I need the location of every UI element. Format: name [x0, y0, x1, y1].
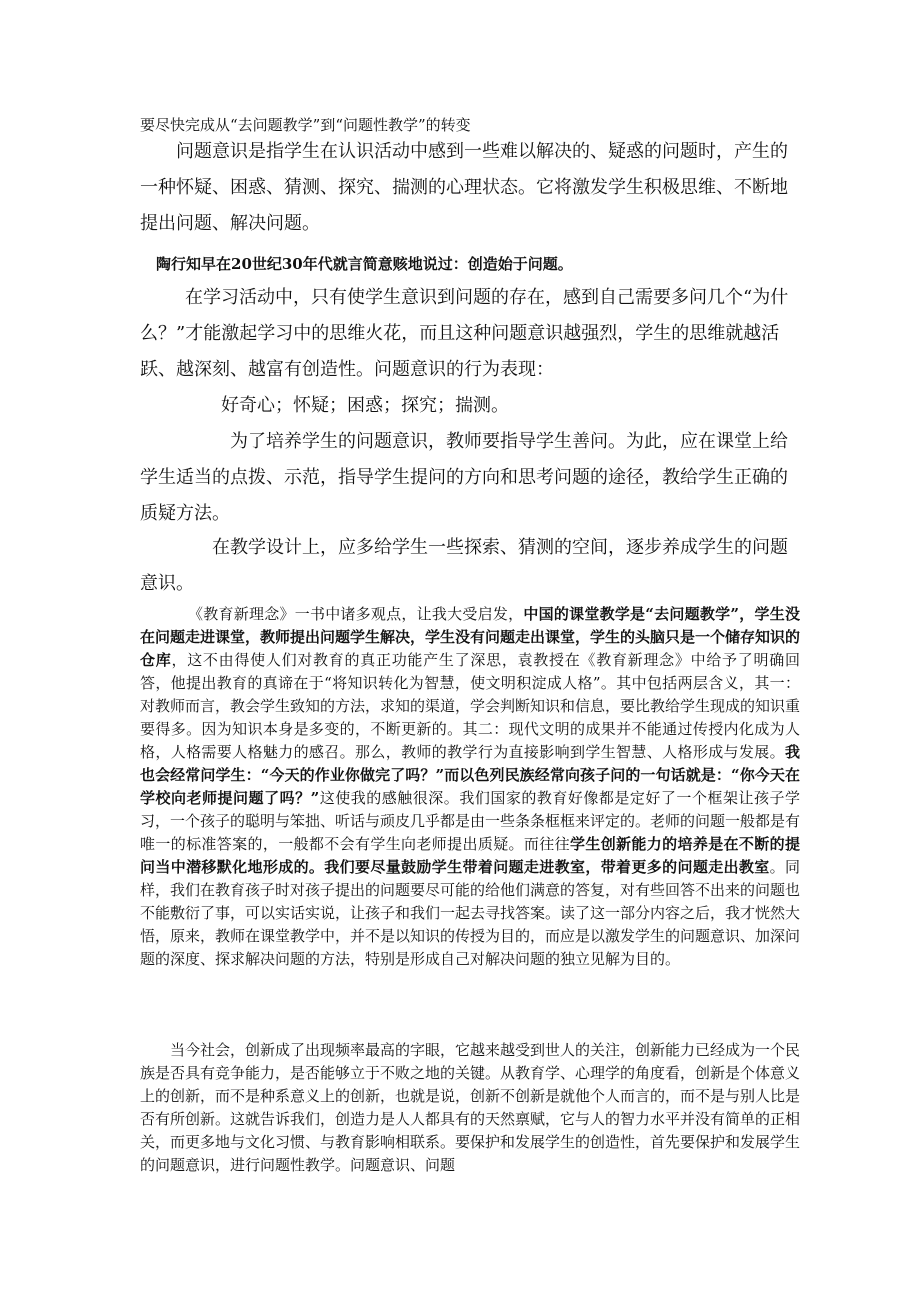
text-run: 。同样，我们在教育孩子时对孩子提出的问题要尽可能的给他们满意的答复，对有些回答不出来的问题也不能敷衍了事，可以实话实说，让孩子和我们一起去寻找答案。读了这一部分内容之后，我才恍然大悟，原来，教师在课堂教学中，并不是以知识的传授为目的，而应是以激发学生的问题意识、加深问题的深度、探求解决问题的方法，特别是形成自己对解决问题的独立见解为目的。 [140, 858, 801, 968]
paragraph-innovation: 当今社会，创新成了出现频率最高的字眼，它越来越受到世人的关注，创新能力已经成为一个民族是否具有竞争能力，是否能够立于不败之地的关键。从教育学、心理学的角度看，创新是个体意义上的创新，而不是种系意义上的创新，也就是说，创新不创新是就他个人而言的，而不是与别人比是否有所创新。这就告诉我们，创造力是人人都具有的天然禀赋，它与人的智力水平并没有简单的正相关，而更多地与文化习惯、与教育影响相联系。要保护和发展学生的创造性，首先要保护和发展学生的问题意识，进行问题性教学。问题意识、问题 [140, 1041, 801, 1174]
paragraph-problem-awareness: 问题意识是指学生在认识活动中感到一些难以解决的、疑惑的问题时，产生的一种怀疑、困惑、猜测、探究、揣测的心理状态。它将激发学生积极思维、不断地提出问题、解决问题。 [140, 141, 788, 234]
text-run: ，这不由得使人们对教育的真正功能产生了深思，袁教授在《教育新理念》中给予了明确回答，他提出教育的真谛在于“将知识转化为智慧，使文明积淀成人格”。其中包括两层含义，其一：对教师而言，教会学生致知的方法，求知的渠道，学会判断知识和信息，要比教给学生现成的知识重要得多。因为知识本身是多变的，不断更新的。其二：现代文明的成果并不能通过传授内化成为人格，人格需要人格魅力的感召。那么，教师的教学行为直接影响到学生智慧、人格形成与发展。 [140, 651, 801, 761]
paragraph-behavior-list: 好奇心；怀疑；困惑；探究；揣测。 [221, 395, 509, 416]
paragraph-teacher-guidance: 为了培养学生的问题意识，教师要指导学生善问。为此，应在课堂上给学生适当的点拨、示范，指导学生提问的方向和思考问题的途径，教给学生正确的质疑方法。 [140, 431, 788, 524]
paragraph-teaching-design: 在教学设计上，应多给学生一些探索、猜测的空间，逐步养成学生的问题意识。 [140, 537, 788, 594]
bold-text-run: 学生创新能力的培养是在不断的提问当中潜移默化地形成的。我们要尽量鼓励学生带着问题走进教室，带着更多的问题走出教室 [140, 835, 800, 876]
paragraph-new-education-concept [140, 603, 800, 971]
text-run: 这使我的感触很深。我们国家的教育好像都是定好了一个框架让孩子学习，一个孩子的聪明与笨拙、听话与顽皮几乎都是由一些条条框框来评定的。老师的问题一般都是有唯一的标准答案的，一般都不会有学生向老师提出质疑。而往往 [140, 789, 801, 853]
document-title: 要尽快完成从“去问题教学”到“问题性教学”的转变 [140, 116, 471, 134]
paragraph-learning-activity: 在学习活动中，只有使学生意识到问题的存在，感到自己需要多问几个“为什么？”才能激起学习中的思维火花，而且这种问题意识越强烈，学生的思维就越活跃、越深刻、越富有创造性。问题意识的行为表现： [140, 287, 789, 380]
bold-text-run: 中国的课堂教学是“去问题教学”，学生没在问题走进课堂，教师提出问题学生解决，学生没有问题走出课堂，学生的头脑只是一个储存知识的仓库 [140, 605, 801, 669]
bold-text-run: 我也会经常问学生：“今天的作业你做完了吗？”而以色列民族经常向孩子问的一句话就是：“你今天在学校向老师提问题了吗？” [140, 743, 800, 807]
text-run: 《教育新理念》一书中诸多观点，让我大受启发， [188, 605, 524, 623]
paragraph-tao-xingzhi-quote: 陶行知早在20世纪30年代就言简意赅地说过：创造始于问题。 [156, 255, 573, 273]
